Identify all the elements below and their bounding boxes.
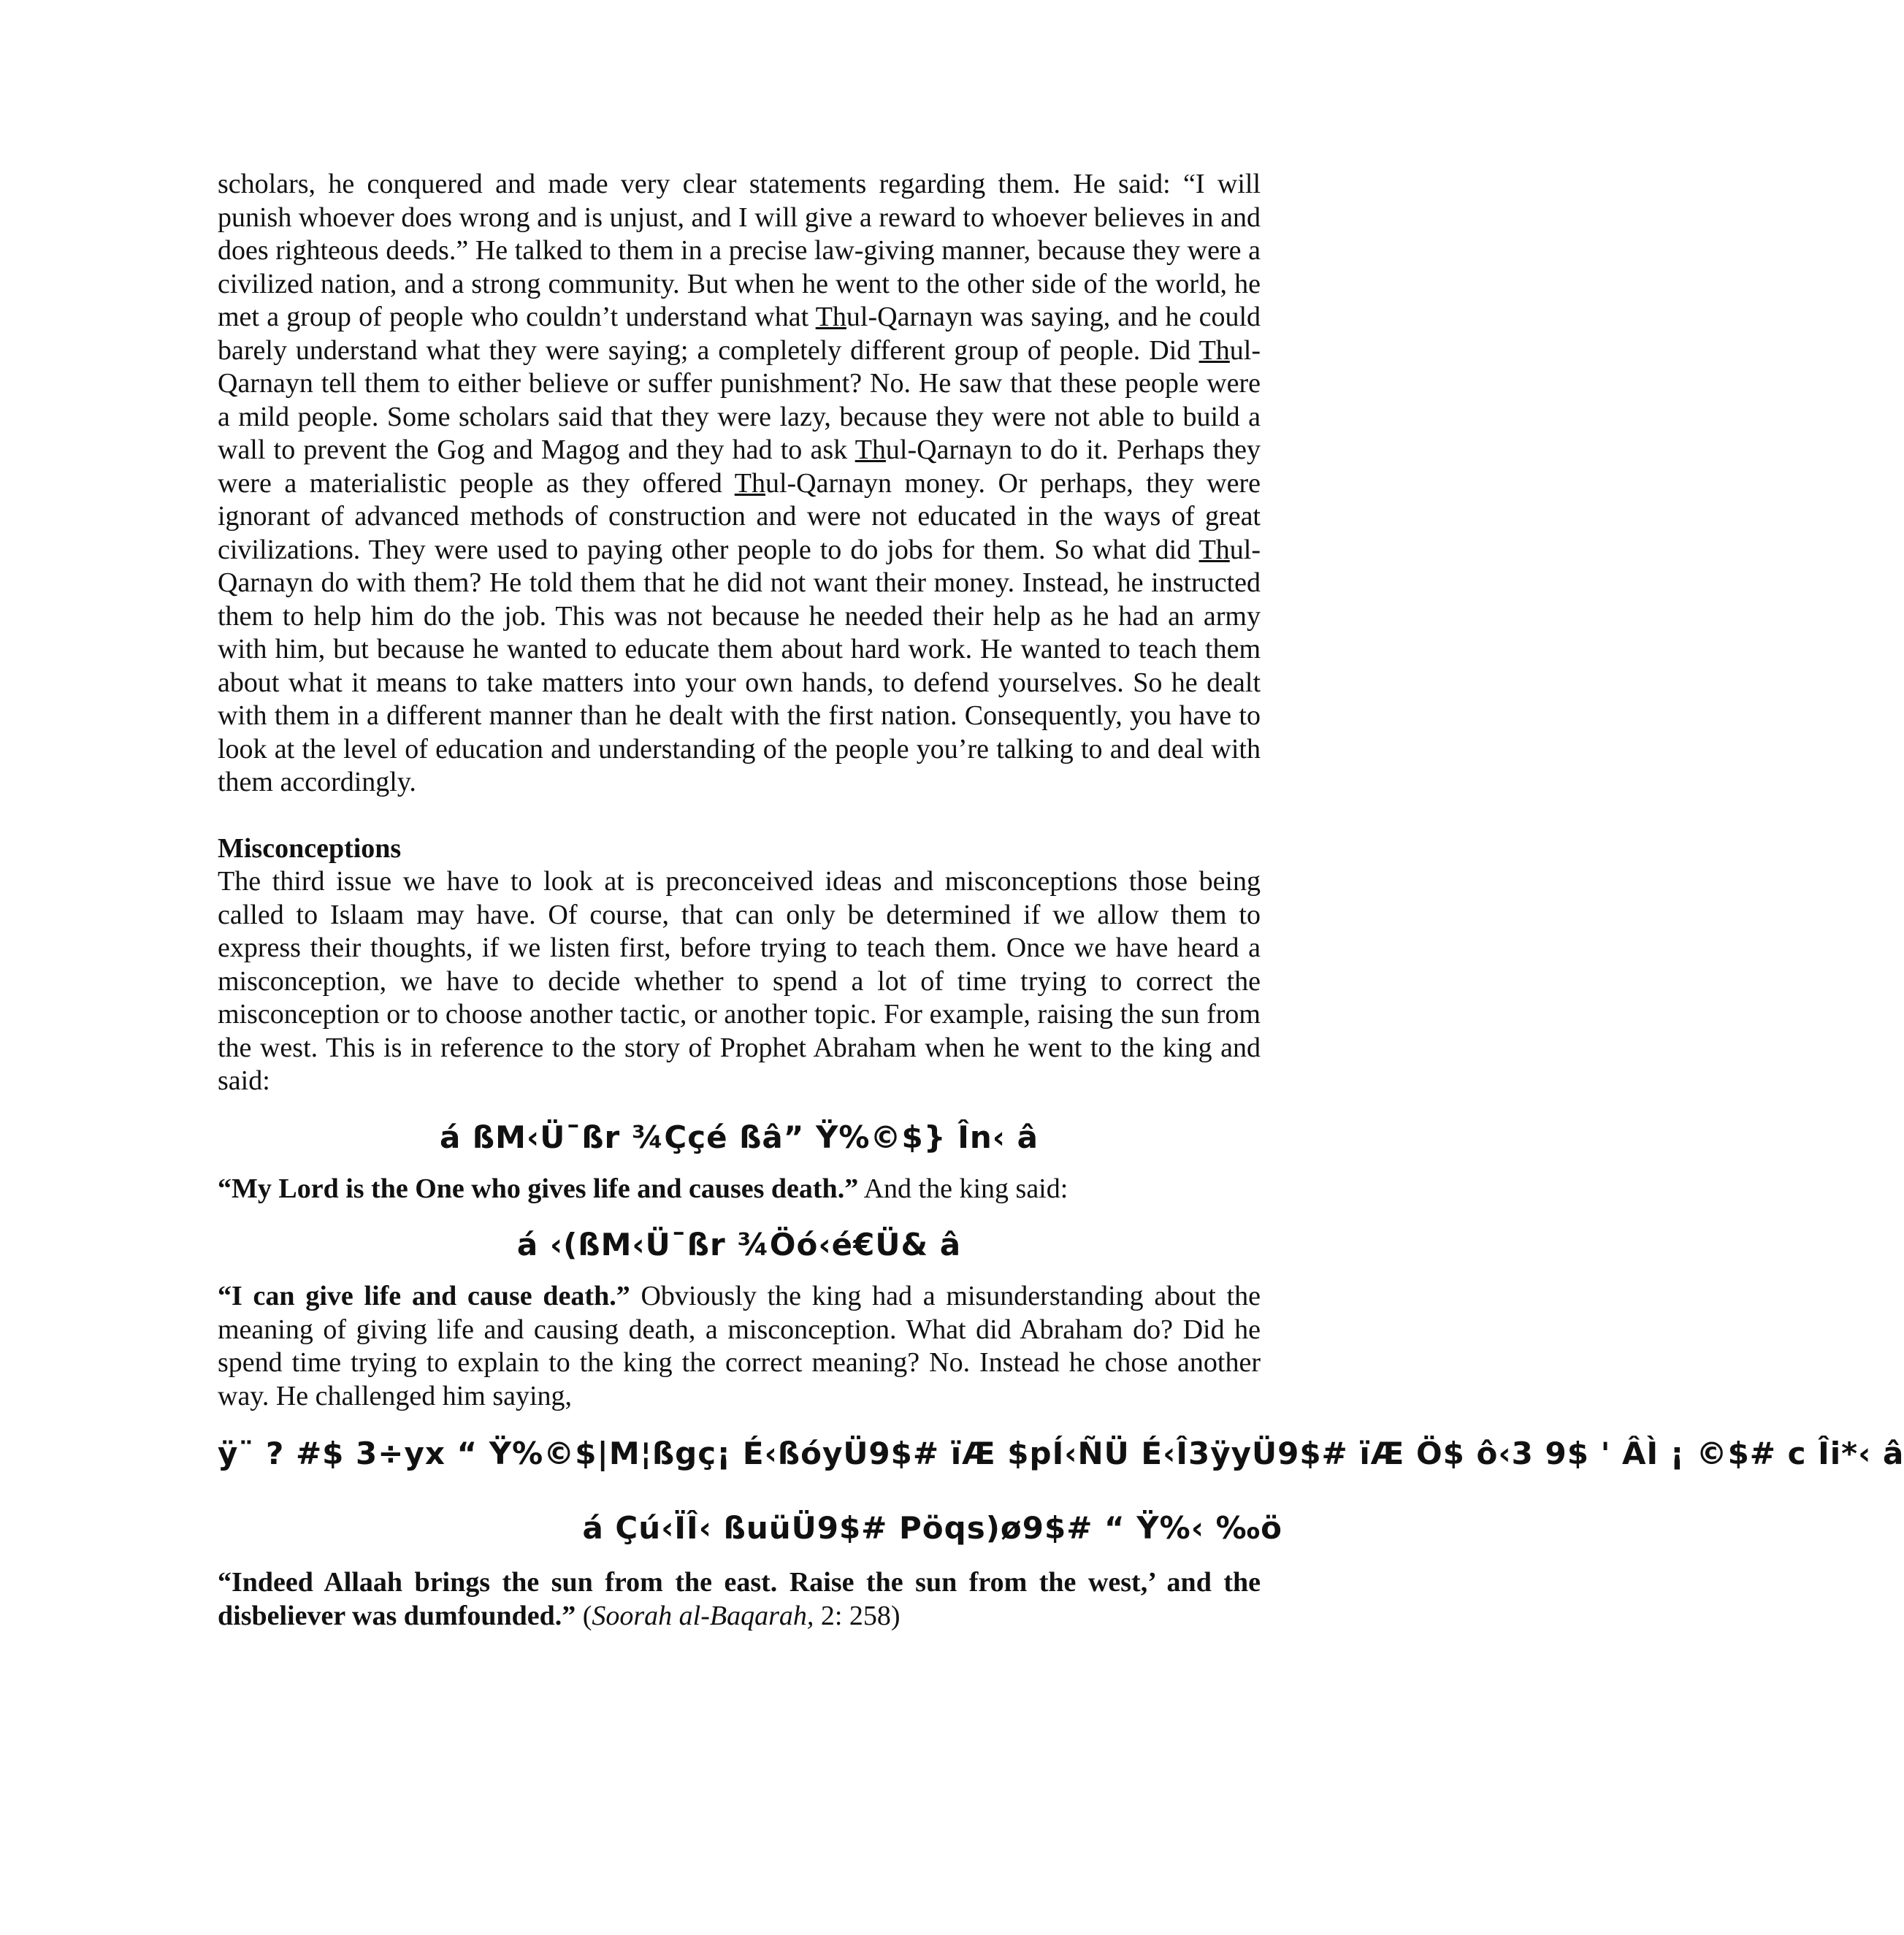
underlined-th: Th — [1198, 334, 1230, 366]
underlined-th: Th — [734, 467, 765, 499]
underlined-th: Th — [1198, 534, 1230, 565]
arabic-verse-3: ÿ¨ ? #$ 3÷yx “ Ÿ%©$|M¦ßgç¡ É‹ßóyÜ9$# ïÆ $pÍ‹ÑÜ É‹Î3ÿyÜ9$# ïÆ Ö$ ô‹3 9$ ' ÂÌ ¡ ©$# c Îi*‹ â — [218, 1436, 1904, 1471]
quote-1: “My Lord is the One who gives life and causes death.” And the king said: — [218, 1173, 1068, 1204]
paragraph-misconceptions: The third issue we have to look at is preconceived ideas and misconceptions those being called to Islaam may have. Of course, that can only be determined if we allow them to express their thoughts, if we listen first, before trying to teach them. Once we have heard a misconception, we have to decide whether to spend a lot of time trying to correct the misconception or to choose another tactic, or another topic. For example, raising the sun from the west. This is in reference to the story of Prophet Abraham when he went to the king and said: — [218, 866, 1261, 1096]
closing-quote: “Indeed Allaah brings the sun from the east. Raise the sun from the west,’ and the disbeliever was dumfounded.” (Soorah al-Baqarah, 2: 258) — [218, 1567, 1261, 1631]
underlined-th: Th — [815, 302, 846, 332]
paragraph-thul-qarnayn: scholars, he conquered and made very clear statements regarding them. He said: “I will punish whoever does wrong and is unjust, and I will give a reward to whoever believes in and does righteous deeds.” He talked to them in a precise law-giving manner, because they were a civilized nation, and a strong community. But when he went to the other side of the world, he met a group of people who couldn’t understand what Thul-Qarnayn was saying, and he could barely understand what they were saying; a completely different group of people. Did Thul-Qarnayn tell them to either believe or suffer punishment? No. He saw that these people were a mild people. Some scholars said that they were lazy, because they were not able to build a wall to prevent the Gog and Magog and they had to ask Thul-Qarnayn to do it. Perhaps they were a materialistic people as they offered Thul-Qarnayn money. Or perhaps, they were ignorant of advanced methods of construction and were not educated in the ways of great civilizations. They were used to paying other people to do jobs for them. So what did Thul-Qarnayn do with them? He told them that he did not want their money. Instead, he instructed them to help him do the job. This was not because he needed their help as he had an army with him, but because he wanted to educate them about hard work. He wanted to teach them about what it means to take matters into your own hands, to defend yourselves. So he dealt with them in a different manner than he dealt with the first nation. Consequently, you have to look at the level of education and understanding of the people you’re talking to and deal with them accordingly. — [218, 169, 1261, 797]
section-heading: Misconceptions — [218, 832, 402, 864]
underlined-th: Th — [854, 434, 886, 465]
arabic-verse-4: á Çú‹ÏÎ‹ ßuüÜ9$# Pöqs)ø9$# “ Ÿ%‹ ‰ö — [582, 1510, 1282, 1546]
quote-2: “I can give life and cause death.” Obviously the king had a misunderstanding about the meaning of giving life and causing death, a misconception. What did Abraham do? Did he spend time trying to explain to the king the correct meaning? No. Instead he chose another way. He challenged him saying, — [218, 1281, 1261, 1411]
arabic-verse-1: á ßM‹Ü¯ßr ¾Ççé ßâ” Ÿ%©$} În‹ â — [439, 1119, 1039, 1155]
document-page — [218, 168, 1904, 1633]
arabic-verse-2: á ‹(ßM‹Ü¯ßr ¾Öó‹é€Ü& â — [516, 1227, 962, 1262]
